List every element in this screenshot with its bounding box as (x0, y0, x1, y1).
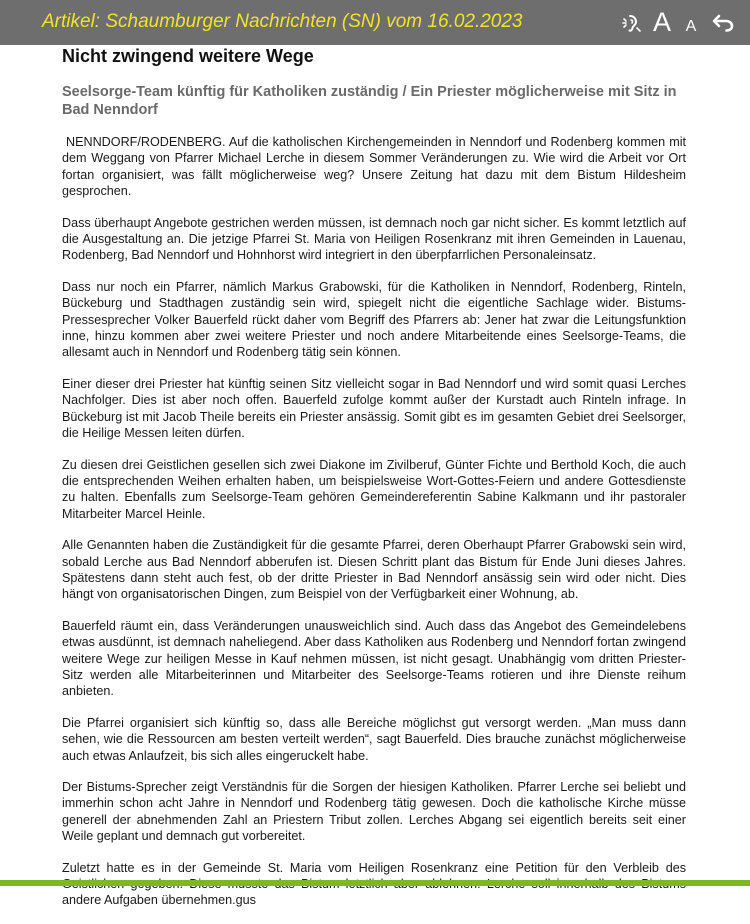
article-content (62, 45, 686, 924)
article-paragraph: Zu diesen drei Geistlichen gesellen sich zwei Diakone im Zivilberuf, Günter Fichte und Berthold Koch, die auch die entsprechenden Weihen erhalten haben, um beispielsweise Wort-Gottes-Feiern und andere Gottesdienste zu halten. Ebenfalls zum Seelsorge-Team gehören Gemeindereferentin Sabine Kalkmann und ihr pastoraler Mitarbeiter Marcel Heinle. (62, 457, 686, 521)
article-paragraph: Der Bistums-Sprecher zeigt Verständnis für die Sorgen der hiesigen Katholiken. Pfarrer Lerche sei beliebt und immerhin schon acht Jahre in Nenndorf und Rodenberg tätig gewesen. Doch die katholische Kirche müsse generell der abnehmenden Zahl an Priestern Tribut zollen. Lerches Abgang sei eigentlich bereits seit einer Weile geplant und demnach gut vorbereitet. (62, 780, 686, 844)
article-source-title: Artikel: Schaumburger Nachrichten (SN) vom 16.02.2023 (42, 11, 523, 32)
decrease-font-button[interactable]: A (685, 17, 697, 35)
listen-button[interactable] (619, 0, 645, 45)
article-paragraph: Dass nur noch ein Pfarrer, nämlich Markus Grabowski, für die Katholiken in Nenndorf, Rodenberg, Rinteln, Bückeburg und Stadthagen zuständig sein wird, spiegelt nicht die eigentliche Sachlage wider. Bistums-Pressesprecher Volker Bauerfeld rückt daher vom Begriff des Pfarrers ab: Jener hat zwar die Leitungsfunktion inne, hinzu kommen aber zwei weitere Priester und noch andere Mitarbeitende eines Seelsorge-Teams, die allesamt auch in Nenndorf und Rodenberg tätig sein können. (62, 279, 686, 360)
article-headline: Nicht zwingend weitere Wege (62, 46, 314, 66)
article-paragraph: NENNDORF/RODENBERG. Auf die katholischen Kirchengemeinden in Nenndorf und Rodenberg kommen mit dem Weggang von Pfarrer Michael Lerche in diesem Sommer Veränderungen zu. Wie wird die Arbeit vor Ort fortan organisiert, was fällt möglicherweise weg? Unsere Zeitung hat dazu mit dem Bistum Hildesheim gesprochen. (62, 135, 686, 199)
back-arrow-icon (711, 13, 735, 33)
article-paragraph: Die Pfarrei organisiert sich künftig so, dass alle Bereiche möglichst gut versorgt werden. „Man muss dann sehen, wie die Ressourcen am besten verteilt werden“, sagt Bauerfeld. Dies brauche zunächst möglicherweise auch etwas Anlaufzeit, bis sich alles eingeruckelt habe. (62, 715, 686, 763)
back-button[interactable] (708, 0, 738, 45)
article-subheadline: Seelsorge-Team künftig für Katholiken zuständig / Ein Priester möglicherweise mit Sitz in Bad Nenndorf (62, 84, 677, 118)
ear-sound-icon (621, 12, 643, 34)
article-paragraph: Alle Genannten haben die Zuständigkeit für die gesamte Pfarrei, deren Oberhaupt Pfarrer Grabowski sein wird, sobald Lerche aus Bad Nenndorf abberufen ist. Diesen Schritt plant das Bistum für Ende Juni dieses Jahres. Spätestens dann steht auch fest, ob der dritte Priester in Bad Nenndorf ansässig sein wird oder nicht. Dies hängt von organisatorischen Dingen, zum Beispiel von der Verfügbarkeit einer Wohnung, ab. (62, 538, 686, 602)
article-paragraph: Zuletzt hatte es in der Gemeinde St. Maria vom Heiligen Rosenkranz eine Petition für den Verbleib des andere Aufgaben übernehmen.gus (62, 860, 686, 908)
increase-font-button[interactable]: A (652, 7, 671, 37)
article-body (62, 134, 686, 909)
bottom-accent-bar (0, 880, 750, 886)
article-paragraph: Dass überhaupt Angebote gestrichen werden müssen, ist demnach noch gar nicht sicher. Es kommt letztlich auf die Ausgestaltung an. Die jetzige Pfarrei St. Maria von Heiligen Rosenkranz mit ihren Gemeinden in Lauenau, Rodenberg, Bad Nenndorf und Hohnhorst wird integriert in den überpfarrlichen Personaleinsatz. (62, 215, 686, 263)
article-toolbar (0, 0, 750, 45)
article-paragraph: Bauerfeld räumt ein, dass Veränderungen unausweichlich sind. Auch dass das Angebot des Gemeindelebens etwas ausdünnt, ist demnach naheliegend. Aber dass Katholiken aus Rodenberg und Nenndorf fortan zwingend weitere Wege zur heiligen Messe in Kauf nehmen müssen, ist nicht gesagt. Unabhängig vom dritten Priester-Sitz werden alle Mitarbeiterinnen und Mitarbeiter des Seelsorge-Teams rotieren und ihre Dienste reihum anbieten. (62, 618, 686, 699)
article-paragraph: Einer dieser drei Priester hat künftig seinen Sitz vielleicht sogar in Bad Nenndorf und wird somit quasi Lerches Nachfolger. Dies ist aber noch offen. Bauerfeld zufolge kommt außer der Kurstadt auch Rinteln infrage. In Bückeburg ist mit Jacob Theile bereits ein Priester ansässig. Somit gibt es im gesamten Gebiet drei Seelsorger, die Heilige Messen leiten dürfen. (62, 376, 686, 441)
